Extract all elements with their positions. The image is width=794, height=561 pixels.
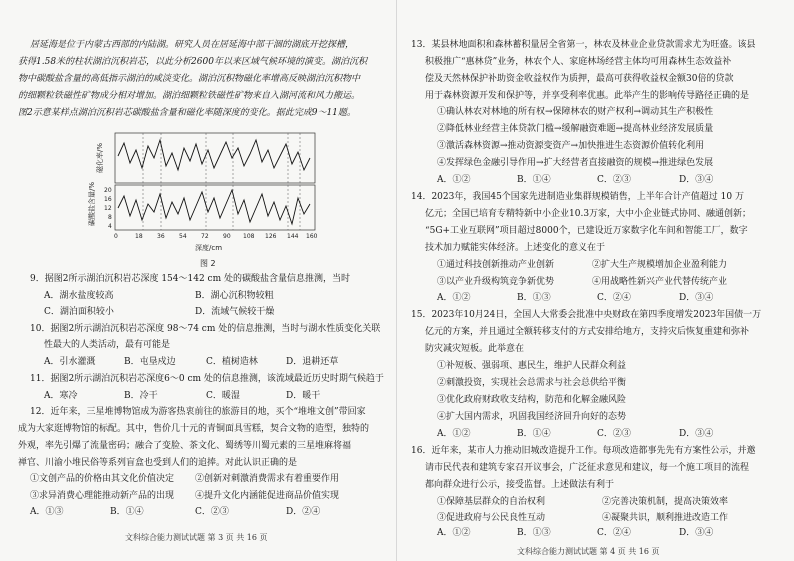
x-tick-label: 160 (306, 233, 318, 240)
q15-option-b: B．①④ (517, 429, 551, 439)
q15-option-d: D．③④ (679, 429, 714, 439)
q13-line: 偿及天然林保护补助资金收益权作为质押，最高可获得收益权金额30倍的贷款 (425, 74, 734, 84)
q13-statement-3: ③激活森林资源→推动资源变资产→加快推进生态资源价值转化利用 (437, 141, 705, 151)
q10-option-d: D．退耕还草 (286, 357, 339, 367)
q15-statement-4: ④扩大国内需求，巩固我国经济回升向好的态势 (437, 412, 627, 422)
intro-line: 的细颗粒铁磁性矿物成分相对增加。湖泊细颗粒铁磁性矿物来自入湖河流和风力搬运。 (18, 91, 361, 101)
q9-option-a: A．湖水盐度较高 (44, 291, 114, 301)
q14-statement-2: ②扩大生产规模增加企业盈利能力 (592, 260, 728, 270)
q11-option-a: A．寒冷 (44, 391, 78, 401)
x-tick-label: 72 (201, 233, 209, 240)
q10-option-b: B．屯垦戍边 (124, 357, 176, 367)
x-tick-label: 54 (179, 233, 187, 240)
q16-statement-4: ④凝聚共识，顺利推进改造工作 (602, 513, 729, 523)
q12-option-c: C．②③ (195, 507, 229, 517)
x-tick-label: 0 (114, 233, 118, 240)
y2-tick-label: 16 (104, 196, 112, 203)
q16-statement-3: ③促进政府与公民良性互动 (437, 513, 546, 523)
q16-option-a: A．①② (437, 528, 471, 538)
q15-line: 亿元的方案，并且通过全额转移支付的方式安排给地方，支持灾后恢复重建和弥补 (425, 327, 750, 337)
q15-option-a: A．①② (437, 429, 471, 439)
q15-statement-1: ①补短板、强弱项、惠民生，维护人民群众利益 (437, 361, 627, 371)
q12-statement-2: ②创新对刺激消费需求有着重要作用 (195, 474, 340, 484)
q9-option-b: B．湖心沉积物较粗 (195, 291, 274, 301)
q16-line: 都向群众进行公示，接受监督。上述做法有利于 (425, 480, 615, 490)
q12-statement-4: ④提升文化内涵能促进商品价值实现 (195, 491, 340, 501)
x-axis-label: 深度/cm (195, 244, 223, 252)
q9-stem: 9．据图2所示湖泊沉积岩芯深度 154～142 cm 处的碳酸盐含量信息推测，当时 (30, 274, 350, 284)
q15-line: 防灾减灾短板。此举意在 (425, 344, 525, 354)
intro-line: 图2示意某样点湖泊沉积岩芯碳酸盐含量和磁化率随深度的变化。据此完成9～11题。 (18, 108, 356, 118)
page-footer: 文科综合能力测试试题 第 4 页 共 16 页 (517, 547, 660, 556)
q10-stem-2: 性最大的人类活动，最有可能是 (44, 340, 171, 350)
q15-line: 15．2023年10月24日，全国人大常委会批准中央财政在第四季度增发2023年国债一万 (411, 310, 762, 320)
q12-option-a: A．①③ (30, 507, 64, 517)
y2-tick-label: 4 (108, 223, 112, 230)
x-tick-label: 144 (287, 233, 299, 240)
q14-option-c: C．②④ (597, 293, 631, 303)
q13-line: 用于森林资源开发和保护等，并享受利率优惠。此举产生的影响传导路径正确的是 (425, 91, 750, 101)
q16-option-c: C．②④ (597, 528, 631, 538)
intro-line: 物中碳酸盐含量的高低指示湖泊的咸淡变化。湖泊沉积物磁化率增高反映湖泊沉积物中 (18, 74, 361, 84)
q13-option-b: B．①④ (517, 175, 551, 185)
q9-option-d: D．流域气候较干燥 (195, 307, 275, 317)
q14-statement-1: ①通过科技创新推动产业创新 (437, 260, 555, 270)
q11-stem: 11．据图2所示湖泊沉积岩芯深度6～0 cm 处的信息推测，该流域最近历史时期气候趋于 (30, 374, 384, 384)
q13-line: 积极推广“惠林贷”业务，林农个人、家庭林场经营主体均可用森林生态效益补 (425, 57, 732, 67)
q10-option-a: A．引水灌溉 (44, 357, 96, 367)
x-tick-label: 90 (223, 233, 231, 240)
q14-statement-3: ③以产业升级构筑竞争新优势 (437, 277, 555, 287)
q11-option-b: B．冷干 (124, 391, 158, 401)
q12-line: 禅官、川渝小堆民俗等系列盲盒也受到人们的追捧。对此认识正确的是 (18, 458, 298, 468)
y2-tick-label: 20 (104, 187, 112, 194)
q14-option-a: A．①② (437, 293, 471, 303)
q16-line: 16．近年来，某市人力推动旧城改造提升工作。每项改造都事先先有方案性公示，并邀 (411, 446, 756, 456)
q15-statement-2: ②刺激投资，实现社会总需求与社会总供给平衡 (437, 378, 627, 388)
q13-option-d: D．③④ (679, 175, 714, 185)
figure-caption: 图 2 (200, 259, 216, 268)
q14-option-d: D．③④ (679, 293, 714, 303)
x-tick-label: 126 (265, 233, 277, 240)
q16-statement-1: ①保障基层群众的自治权利 (437, 497, 546, 507)
q12-line: 成为大家逛博物馆的标配。其中，售价几十元的青铜面具雪糕，契合文物的造型，独特的 (18, 424, 370, 434)
page-4 (397, 0, 794, 561)
q12-option-b: B．①④ (110, 507, 144, 517)
y1-axis-label: 磁化率/% (96, 142, 104, 173)
q11-option-c: C．暖湿 (206, 391, 240, 401)
q16-option-b: B．①③ (517, 528, 551, 538)
q15-statement-3: ③优化政府财政收支结构，防范和化解金融风险 (437, 395, 627, 405)
y2-tick-label: 8 (108, 214, 112, 221)
q9-option-c: C．湖泊面积较小 (44, 307, 114, 317)
q14-line: 亿元；全国已培育专精特新中小企业10.3万家，大中小企业链式协同、融通创新； (425, 209, 752, 219)
q14-statement-4: ④用战略性新兴产业代替传统产业 (592, 277, 728, 287)
x-tick-label: 18 (135, 233, 143, 240)
q14-line: 技术加力赋能实体经济。上述变化的意义在于 (425, 243, 606, 253)
q15-option-c: C．②③ (597, 429, 631, 439)
q12-statement-1: ①文创产品的价格由其文化价值决定 (30, 474, 175, 484)
q16-line: 请市民代表和建筑专家召开议事会，广泛征求意见和建议，每一个施工项目的流程 (425, 463, 750, 473)
page-footer: 文科综合能力测试试题 第 3 页 共 16 页 (125, 533, 268, 542)
intro-line: 居延海是位于内蒙古西部的内陆湖。研究人员在居延海中部干涸的湖底开挖探槽， (30, 40, 355, 50)
q12-statement-3: ③求异消费心理能推动新产品的出现 (30, 491, 175, 501)
q10-stem: 10．据图2所示湖泊沉积岩芯深度 98～74 cm 处的信息推测，当时与湖水性质变化关联 (30, 324, 381, 334)
q13-statement-2: ②降低林业经营主体贷款门槛→缓解融资难题→提高林业经济发展质量 (437, 124, 714, 134)
q16-option-d: D．③④ (679, 528, 714, 538)
q10-option-c: C．植树造林 (206, 357, 258, 367)
q16-statement-2: ②完善决策机制，提高决策效率 (602, 497, 729, 507)
q13-statement-4: ④发挥绿色金融引导作用→扩大经营者直接融资的规模→推进绿色发展 (437, 158, 714, 168)
x-tick-label: 36 (157, 233, 165, 240)
q14-line: 14．2023年，我国45个国家先进制造业集群规模销售，上半年合计产值超过 10 万 (411, 192, 744, 202)
figure-2 (80, 128, 330, 278)
q14-option-b: B．①③ (517, 293, 551, 303)
q11-option-d: D．暖干 (286, 391, 321, 401)
y2-axis-label: 碳酸盐含量/% (88, 181, 96, 226)
q13-statement-1: ①确认林农对林地的所有权→保障林农的财产权利→调动其生产积极性 (437, 107, 714, 117)
q12-line: 12．近年来，三星堆博物馆成为游客热衷前往的旅游目的地，买个“堆堆文创”带回家 (30, 407, 366, 417)
q12-option-d: D．②④ (286, 507, 321, 517)
y2-tick-label: 12 (104, 205, 112, 212)
q12-line: 外观，率先引爆了流量密码；融合了变脸、茶文化、蜀绣等川蜀元素的三星堆麻将福 (18, 441, 352, 451)
x-tick-label: 108 (243, 233, 255, 240)
q13-line: 13．某县林地面积和森林蓄积量居全省第一，林农及林业企业贷款需求尤为旺盛。该县 (411, 40, 756, 50)
intro-line: 获得1.58米的柱状湖泊沉积岩芯，以此分析2600年以来区域气候环境的演变。湖泊沉积 (18, 57, 367, 67)
q13-option-a: A．①② (437, 175, 471, 185)
q14-line: “5G+工业互联网”项目超过8000个，已建设近万家数字化车间和智能工厂，数字 (425, 226, 748, 236)
q13-option-c: C．②③ (597, 175, 631, 185)
